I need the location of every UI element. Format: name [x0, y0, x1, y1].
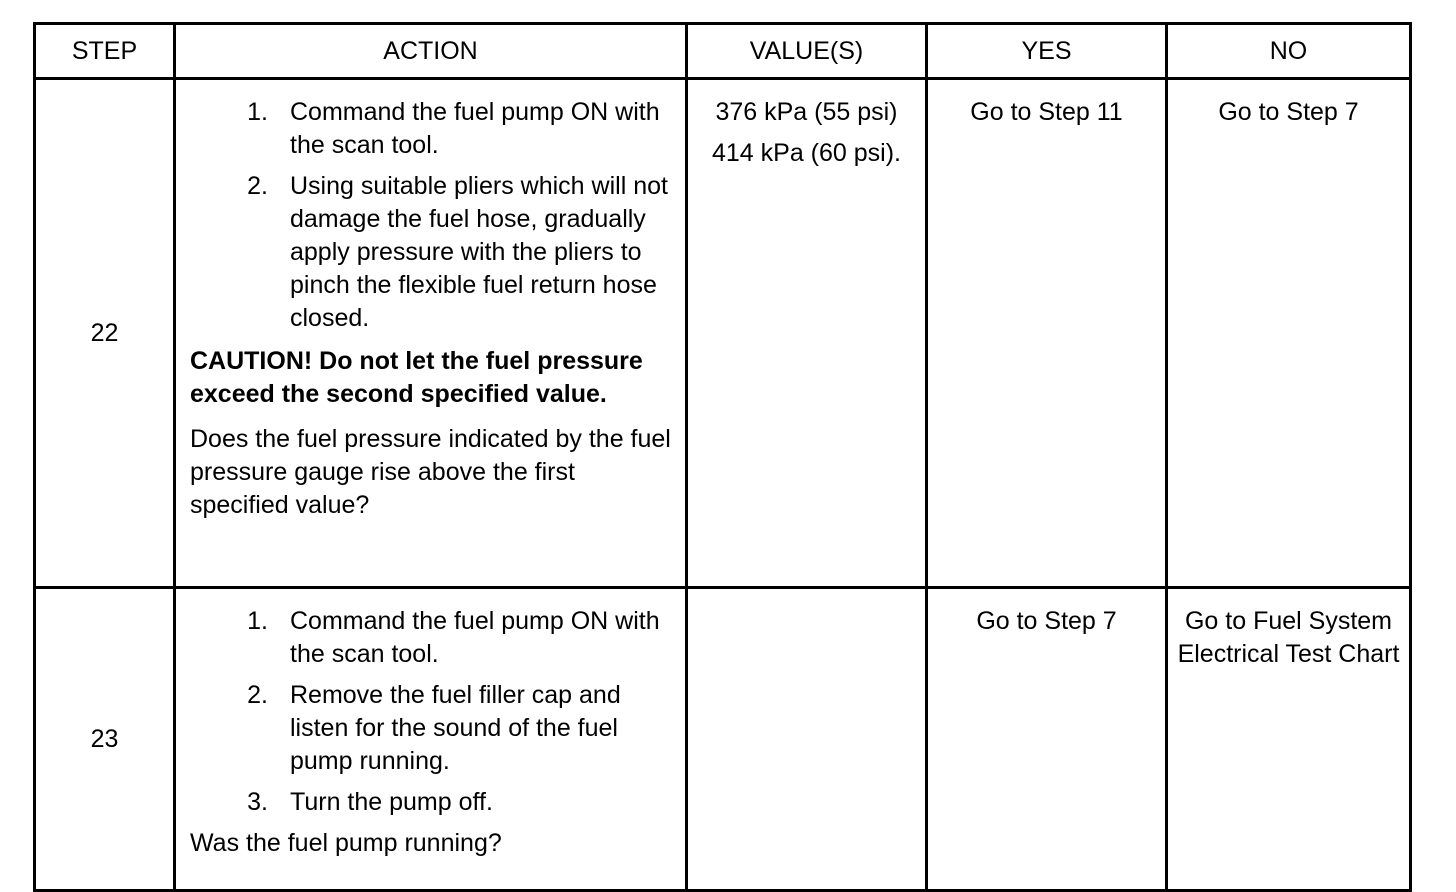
action-step-number: 3.: [247, 788, 268, 816]
action-steps: [190, 605, 671, 819]
values-cell: [687, 588, 927, 891]
value-line: 376 kPa (55 psi): [715, 98, 898, 126]
no-cell: Go to Fuel System Electrical Test Chart: [1167, 588, 1411, 891]
question-text: Was the fuel pump running?: [190, 829, 502, 857]
no-cell: Go to Step 7: [1167, 79, 1411, 588]
action-step: [190, 679, 671, 778]
action-step-number: 1.: [247, 98, 268, 126]
caution-note: CAUTION! Do not let the fuel pressure exceed the second specified value.: [190, 347, 643, 408]
values-cell: [687, 79, 927, 588]
header-step: STEP: [35, 24, 175, 79]
action-step-number: 2.: [247, 681, 268, 709]
yes-cell: Go to Step 7: [927, 588, 1167, 891]
table-row: [35, 79, 1411, 588]
action-step-text: Command the fuel pump ON with the scan tool.: [290, 607, 660, 668]
action-step-number: 1.: [247, 607, 268, 635]
action-cell: [175, 588, 687, 891]
header-row: [35, 24, 1411, 79]
action-step-text: Turn the pump off.: [290, 788, 493, 816]
action-step: [190, 605, 671, 671]
action-step-text: Using suitable pliers which will not damage the fuel hose, gradually apply pressure with the pliers to pinch the flexible fuel return hose closed.: [290, 172, 668, 332]
action-step: [190, 96, 671, 162]
value-line: 414 kPa (60 psi).: [712, 139, 901, 167]
header-values: VALUE(S): [687, 24, 927, 79]
action-step: [190, 170, 671, 335]
step-number: 22: [35, 79, 175, 588]
action-step: [190, 786, 671, 819]
yes-cell: Go to Step 11: [927, 79, 1167, 588]
table-row: [35, 588, 1411, 891]
header-action: ACTION: [175, 24, 687, 79]
header-no: NO: [1167, 24, 1411, 79]
action-step-number: 2.: [247, 172, 268, 200]
action-cell: [175, 79, 687, 588]
action-steps: [190, 96, 671, 335]
step-number: 23: [35, 588, 175, 891]
diagnostic-table: [33, 22, 1412, 892]
action-step-text: Remove the fuel filler cap and listen for the sound of the fuel pump running.: [290, 681, 621, 775]
action-step-text: Command the fuel pump ON with the scan tool.: [290, 98, 660, 159]
question-text: Does the fuel pressure indicated by the fuel pressure gauge rise above the first specified value?: [190, 425, 671, 519]
header-yes: YES: [927, 24, 1167, 79]
